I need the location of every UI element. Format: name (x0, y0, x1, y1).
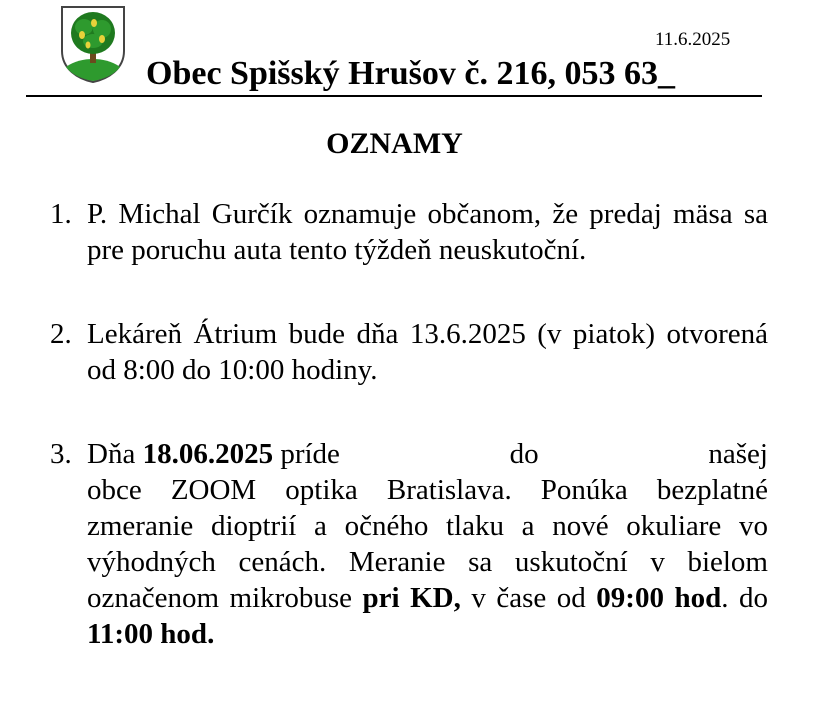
announcements-heading: OZNAMY (326, 127, 463, 160)
event-date: 18.06.2025 (142, 438, 274, 470)
text-fragment: Dňa (87, 438, 143, 470)
municipality-title: Obec Spišský Hrušov č. 216, 053 63_ (146, 55, 675, 92)
text-fragment: našej (708, 438, 768, 470)
item-number: 3. (50, 438, 72, 470)
first-line-start (87, 436, 340, 472)
item-number: 1. (50, 198, 72, 230)
start-time: 09:00 hod (596, 582, 722, 614)
announcement-first-line (87, 436, 768, 472)
announcement-item-1 (0, 196, 768, 268)
announcement-item-2 (0, 316, 768, 388)
announcement-list (0, 196, 819, 652)
location-text: pri KD, (362, 582, 461, 614)
announcement-item-3 (0, 436, 768, 652)
text-fragment: do (509, 438, 539, 470)
document-date: 11.6.2025 (655, 29, 731, 50)
header-divider (26, 95, 762, 97)
coat-of-arms-logo (60, 5, 126, 83)
end-time: 11:00 hod. (87, 618, 215, 650)
text-fragment: . do (721, 582, 768, 614)
text-fragment: v čase od (460, 582, 597, 614)
announcement-text: P. Michal Gurčík oznamuje občanom, že predaj mäsa sa pre poruchu auta tento týždeň neuskutoční. (87, 198, 768, 266)
text-fragment: príde (273, 438, 340, 470)
text-fragment: obce ZOOM optika Bratislava. Ponúka bezplatné zmeranie dioptrií a očného tlaku a nové okuliare vo výhodných cenách. Meranie sa uskutoční v bielom označenom mikrobuse (87, 474, 768, 614)
announcement-text: Lekáreň Átrium bude dňa 13.6.2025 (v piatok) otvorená od 8:00 do 10:00 hodiny. (87, 318, 768, 386)
announcement-body (87, 472, 768, 652)
item-number: 2. (50, 318, 72, 350)
